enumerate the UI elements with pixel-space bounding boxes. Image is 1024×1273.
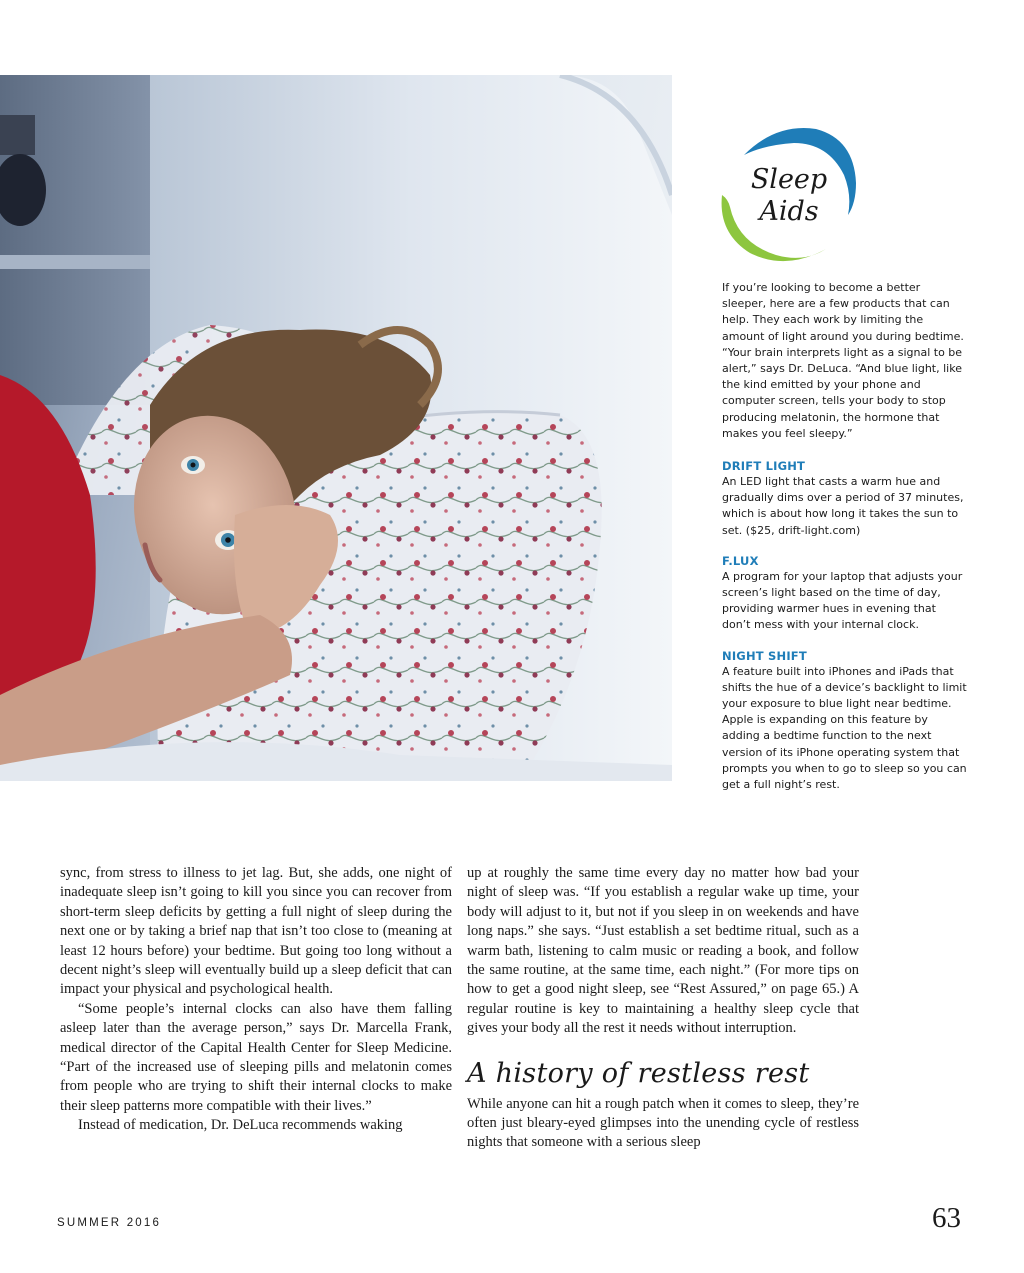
article-column-1: [60, 864, 452, 1136]
sidebar-intro: If you’re looking to become a better sleeper, here are a few products that can help. They each work by limiting the amount of light around you during bedtime. “Your brain interprets light as a signal to be alert,” says Dr. DeLuca. “And blue light, like the kind emitted by your phone and computer screen, tells your body to stop producing melatonin, the hormone that makes you feel sleepy.”: [722, 281, 964, 440]
paragraph: “Some people’s internal clocks can also have them falling asleep later than the average person,” says Dr. Marcella Frank, medical director of the Capital Health Center for Sleep Medicine. “Part of the increased use of sleeping pills and melatonin comes from people who are trying to shift their internal clocks to make their sleep patterns more compatible with their lives.”: [60, 1000, 452, 1114]
article-column-2: [467, 864, 859, 1153]
badge-line-2: Aids: [759, 196, 819, 227]
product-description: A program for your laptop that adjusts your screen’s light based on the time of day, providing warmer hues in evening that don’t mess with your internal clock.: [722, 569, 963, 632]
paragraph: up at roughly the same time every day no matter how bad your night of sleep was. “If you establish a regular wake up time, your body will adjust to it, but not if you sleep in on weekends and have long naps.” she says. “Just establish a set bedtime ritual, such as a warm bath, listening to calm music or reading a book, and follow the same routine, at the same time, each night.” (For more tips on how to get a good night sleep, see “Rest Assured,” on page 65.) A regular routine is key to maintaining a healthy sleep cycle that gives your body all the rest it needs without interruption.: [467, 865, 859, 1037]
sleep-aids-title: [716, 164, 862, 228]
product-title: DRIFT LIGHT: [722, 459, 806, 474]
issue-label: SUMMER 2016: [57, 1217, 162, 1229]
badge-line-1: Sleep: [750, 164, 828, 195]
section-heading: A history of restless rest: [467, 1057, 810, 1089]
product-flux: [722, 553, 967, 634]
product-description: An LED light that casts a warm hue and gradually dims over a period of 37 minutes, which is about how long it takes the sun to set. ($25, drift-light.com): [722, 475, 964, 537]
product-drift-light: [722, 458, 967, 539]
paragraph: Instead of medication, Dr. DeLuca recommends waking: [78, 1117, 403, 1134]
paragraph: sync, from stress to illness to jet lag. But, she adds, one night of inadequate sleep isn’t going to kill you since you can recover from short-term sleep deficits by getting a full night of sleep during the next one or by taking a brief nap that isn’t too close to (meaning at least 12 hours before) your bedtime. But going too long without a decent night’s sleep will eventually build up a sleep deficit that can impact your physical and psychological health.: [60, 865, 452, 998]
paragraph: While anyone can hit a rough patch when it comes to sleep, they’re often just bleary-eyed glimpses into the unending cycle of restless nights that someone with a serious sleep: [467, 1095, 859, 1151]
bedroom-illustration: [0, 75, 672, 781]
product-title: F.LUX: [722, 553, 759, 568]
sleep-aids-sidebar: [722, 280, 967, 807]
page-number: 63: [932, 1202, 961, 1234]
product-night-shift: [722, 648, 967, 794]
product-description: A feature built into iPhones and iPads that shifts the hue of a device’s backlight to limit your exposure to blue light near bedtime. Apple is expanding on this feature by adding a bedtime function to the next version of its iPhone operating system that prompts you when to go to sleep so you can get a full night’s rest.: [722, 664, 967, 792]
hero-photo: [0, 75, 672, 781]
product-title: NIGHT SHIFT: [722, 648, 807, 663]
